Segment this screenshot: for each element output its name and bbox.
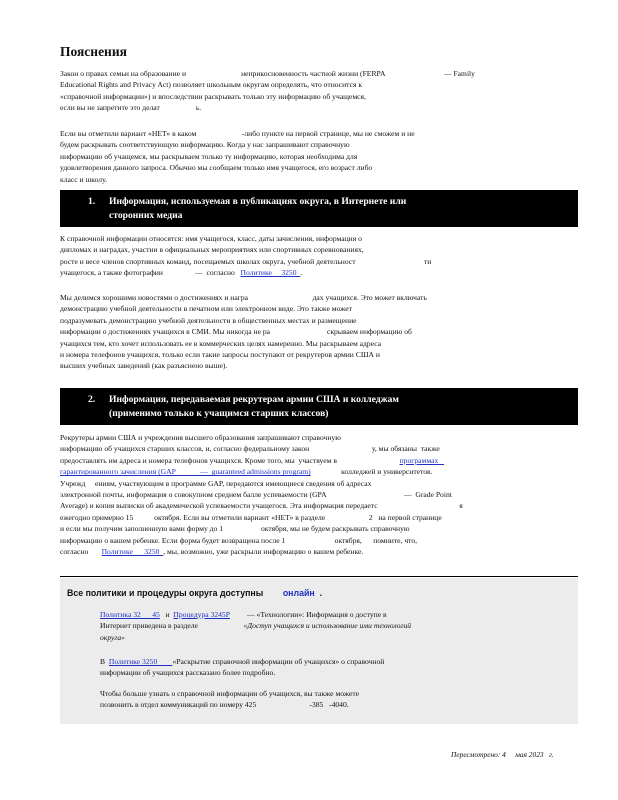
text-run: высших учебных заведений (как разъяснено выше).: [60, 361, 228, 371]
section-2-paragraph-line: [60, 489, 485, 500]
policy-link[interactable]: Процедура 3245Р: [173, 610, 230, 619]
section-2-heading-line-1: Информация, передаваемая рекрутерам армии США и колледжам: [109, 394, 399, 405]
text-run: согласно: [60, 547, 102, 557]
policy-bullet-2-text-line: [100, 667, 510, 678]
section-1-heading-line-2: сторонних медиа: [109, 210, 183, 221]
text-run: Интернет приведена в разделе: [100, 621, 244, 631]
section-1-paragraph-2-line: [60, 292, 485, 303]
text-run: Рекрутеры армии США и учреждения высшего образования запрашивают справочную: [60, 433, 341, 442]
policy-link[interactable]: Политике 3250: [101, 547, 164, 557]
policy-bullet-1-text-line: [100, 620, 510, 631]
section-2-number: 2.: [88, 394, 96, 405]
section-1-banner: [60, 190, 578, 227]
text-run: информацию о вашем ребенке. Если форма будет возвращена после 1 октября, помните, что,: [60, 535, 418, 545]
policies-title-prefix: Все политики и процедуры округа доступны: [67, 588, 283, 598]
no-option-paragraph: [60, 128, 485, 185]
text-run: Educational Rights and Privacy Act) позволяет школьным округам определять, что относится к: [60, 80, 363, 90]
text-run: электронной почты, информация о совокупном среднем балле успеваемости (GPA — Grade Point: [60, 490, 452, 500]
text-run: «Раскрытие справочной информации об учащихся» о справочной: [172, 657, 385, 666]
text-run: колледжей и университетов.: [310, 467, 433, 477]
text-run: дипломах и наградах, участии в официальных мероприятиях или спортивных соревнованиях,: [60, 245, 364, 255]
policy-bullet-1-text-line: [100, 632, 510, 643]
section-2-paragraph-line: [60, 546, 485, 557]
text-run: Чтобы больше узнать о справочной информации об учащихся, вы также можете: [100, 689, 360, 698]
text-run: росте и весе членов спортивных команд, посещаемых школах округа, учебной деятельност ти: [60, 256, 432, 266]
section-2-paragraph-line: [60, 432, 485, 443]
section-2-paragraph-line: [60, 455, 485, 466]
section-1-paragraph-2: [60, 292, 485, 372]
no-option-paragraph-line: [60, 128, 485, 139]
text-run: учащегося, а также фотографии — согласно: [60, 268, 241, 278]
section-2-paragraph-line: [60, 443, 485, 454]
policy-bullet-1-text-line: [100, 609, 510, 620]
section-1-paragraph-2-line: [60, 338, 485, 349]
policy-bullet-3-text-line: [100, 688, 510, 699]
section-1-paragraph-1-line: [60, 267, 485, 278]
section-2-paragraph: [60, 432, 485, 557]
section-1-number: 1.: [88, 196, 96, 207]
text-run: — «Технологии»: Информация о доступе в: [229, 610, 387, 619]
text-run: .: [300, 268, 303, 278]
online-link[interactable]: онлайн: [282, 588, 315, 598]
no-option-paragraph-line: [60, 174, 485, 185]
intro-paragraph-line: [60, 79, 485, 90]
section-1-paragraph-2-line: [60, 315, 485, 326]
policy-bullet-2-text-line: [100, 656, 510, 667]
policies-title: [67, 588, 322, 598]
policies-title-suffix: .: [314, 588, 323, 598]
section-1-paragraph-2-line: [60, 360, 485, 371]
text-run: Закон о правах семьи на образование и неприкосновенность частной жизни (FERPA — Family: [60, 69, 475, 78]
text-run: информацию об учащихся старших классов, и, согласно федеральному закон у, мы обязаны также: [60, 444, 440, 454]
policy-link[interactable]: Политике 3250: [108, 657, 173, 666]
section-1-paragraph-1-line: [60, 233, 485, 244]
text-run: Average) и копия выписки об академической успеваемости учащегося. Эта информация передаетс я: [60, 501, 463, 511]
text-run: и если мы получим заполненную вами форму до 1 октября, мы не будем раскрывать справочную: [60, 524, 410, 534]
policies-box: [60, 578, 578, 724]
policy-link[interactable]: гарантированного зачисления (GAP — guaranteed admissions program): [60, 467, 311, 477]
policies-divider: [60, 576, 578, 577]
intro-paragraph-line: [60, 68, 485, 79]
section-1-heading-line-1: Информация, используемая в публикациях округа, в Интернете или: [109, 196, 407, 207]
intro-paragraph-line: [60, 91, 485, 102]
section-2-paragraph-line: [60, 535, 485, 546]
section-1-paragraph-1-line: [60, 256, 485, 267]
section-1-paragraph-1-line: [60, 244, 485, 255]
text-run: удовлетворения данного запроса. Обычно мы сообщаем только имя учащегося, его возраст либо: [60, 163, 373, 173]
text-run: подразумевать демонстрацию учебной деятельности в общественных местах и размещение: [60, 315, 357, 325]
text-run: информации о достижениях учащихся в СМИ. Мы никогда не ра скрываем информацию об: [60, 327, 412, 337]
policy-bullet-1-text: [100, 609, 510, 643]
section-1-paragraph-2-line: [60, 326, 485, 337]
section-2-paragraph-line: [60, 466, 485, 477]
text-run: К справочной информации относятся: имя учащегося, класс, даты зачисления, информация о: [60, 234, 362, 243]
text-run: Мы делимся хорошими новостями о достижениях и награ дах учащихся. Это может включать: [60, 293, 427, 302]
policy-bullet-2-text: [100, 656, 510, 679]
text-run: и: [159, 610, 174, 619]
text-run: В: [100, 657, 109, 666]
intro-paragraph-line: [60, 102, 485, 113]
text-run: округа»: [100, 632, 125, 642]
text-run: учащихся тем, кто хочет использовать ее в коммерческих целях намеренно. Мы раскрываем адреса: [60, 338, 382, 348]
section-2-heading-line-2: (применимо только к учащимся старших классов): [109, 408, 329, 419]
section-2-paragraph-line: [60, 500, 485, 511]
text-run: и номера телефонов учащихся, только если такие запросы поступают от рекрутеров армии США и: [60, 350, 380, 360]
text-run: информации об учащихся рассказано более подробно.: [100, 668, 276, 678]
policy-link[interactable]: Политике 3250: [240, 268, 301, 278]
text-run: информацию об учащемся, мы раскрываем только ту информацию, которая необходима для: [60, 151, 358, 161]
text-run: , мы, возможно, уже раскрыли информацию о вашем ребенке.: [163, 547, 364, 557]
section-2-banner: [60, 388, 578, 425]
no-option-paragraph-line: [60, 162, 485, 173]
page-title: Пояснения: [60, 44, 127, 59]
text-run: предоставлять им адреса и номера телефонов учащихся. Кроме того, мы участвуем в: [60, 455, 400, 465]
no-option-paragraph-line: [60, 151, 485, 162]
text-run: ежегодно примерно 15 октября. Если вы отметили вариант «НЕТ» в разделе 2 на первой странице: [60, 512, 442, 522]
text-run: «Доступ учащихся и использование ими технологий: [243, 621, 412, 631]
policy-bullet-3-text: [100, 688, 510, 711]
section-2-paragraph-line: [60, 523, 485, 534]
section-1-paragraph-2-line: [60, 303, 485, 314]
text-run: демонстрацию учебной деятельности в печатном или электронном виде. Это также может: [60, 304, 352, 314]
section-2-paragraph-line: [60, 512, 485, 523]
policy-link[interactable]: программах: [399, 455, 444, 465]
policy-bullet-3-text-line: [100, 699, 510, 710]
text-run: Если вы отметили вариант «НЕТ» в каком -либо пункте на первой странице, мы не сможем и не: [60, 129, 415, 138]
text-run: если вы не запретите это делат ь.: [60, 103, 202, 113]
text-run: класс и школу.: [60, 174, 108, 184]
revision-footer: Пересмотрено: 4 мая 2023 г.: [451, 750, 554, 759]
section-1-paragraph-1: [60, 233, 485, 279]
text-run: «справочной информации») и впоследствии раскрывать только эту информацию об учащемся,: [60, 91, 366, 101]
policy-link[interactable]: Политика 32 45: [100, 610, 160, 619]
intro-paragraph: [60, 68, 485, 114]
section-1-paragraph-2-line: [60, 349, 485, 360]
text-run: будем раскрывать соответствующую информацию. Когда у нас запрашивают справочную: [60, 140, 350, 150]
section-2-paragraph-line: [60, 478, 485, 489]
text-run: Учрежд ениям, участвующим в программе GAP, передаются имеющиеся сведения об адресах: [60, 478, 372, 488]
no-option-paragraph-line: [60, 139, 485, 150]
text-run: позвонить в отдел коммуникаций по номеру 425 -385 -4040.: [100, 700, 349, 710]
